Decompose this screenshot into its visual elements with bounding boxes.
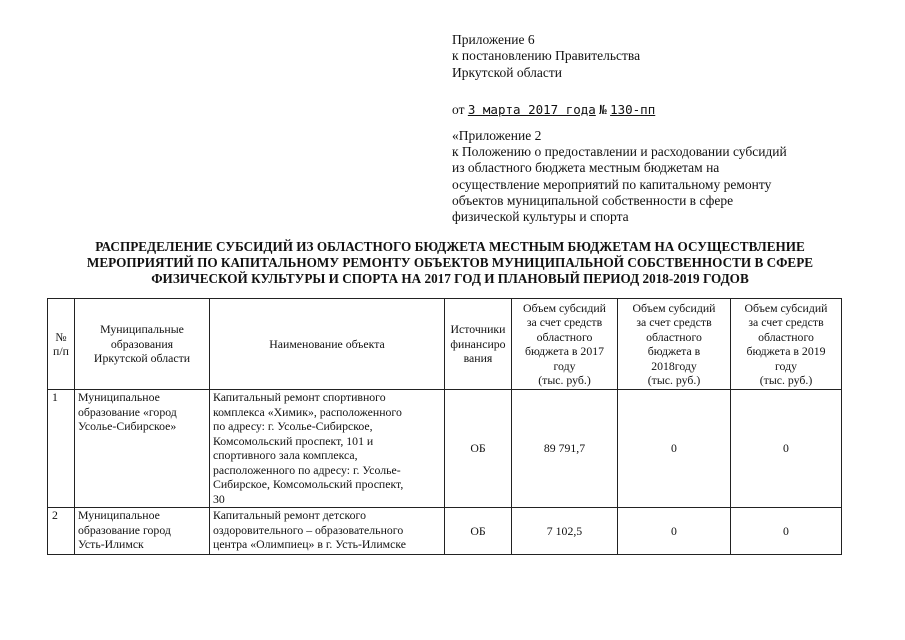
cell-line: Усолье-Сибирское» [78,419,177,433]
municipality-cell [75,390,210,508]
subsidy-2019-cell: 0 [731,508,842,555]
header-line: бюджета в 2017 [524,344,605,358]
header-line: финансиро [450,336,506,351]
header-2017 [512,299,618,390]
subsidy-2019-cell: 0 [731,390,842,508]
header-line: п/п [53,344,69,358]
header-line: Муниципальные [100,322,184,337]
table-row [48,390,842,508]
header-line: образования [110,336,174,351]
document-title [40,239,860,288]
cell-line: 30 [213,491,225,506]
header-object [210,299,445,390]
cell-line: образование «город [78,404,177,419]
subsidy-2017-cell: 7 102,5 [512,508,618,555]
regulation-line: из областного бюджета местным бюджетам на [452,160,720,176]
header-line: (тыс. руб.) [538,373,591,387]
header-line: году [553,358,576,373]
table-row [48,508,842,555]
regulation-reference-block [452,128,852,225]
row-number: 2 [48,508,75,555]
header-line: за счет средств [636,315,712,329]
header-line: Объем субсидий [632,300,716,315]
header-line: за счет средств [526,315,603,329]
subsidy-distribution-table [47,298,842,555]
header-2019 [731,299,842,390]
appendix-line: Приложение 6 [452,32,535,47]
resolution-prefix: от [452,102,465,117]
subsidy-2017-cell: 89 791,7 [512,390,618,508]
municipality-cell [75,508,210,555]
header-line: Источники [450,322,506,337]
title-line: МЕРОПРИЯТИЙ ПО КАПИТАЛЬНОМУ РЕМОНТУ ОБЪЕКТОВ МУНИЦИПАЛЬНОЙ СОБСТВЕННОСТИ В СФЕРЕ [86,255,814,271]
title-line: РАСПРЕДЕЛЕНИЕ СУБСИДИЙ ИЗ ОБЛАСТНОГО БЮДЖЕТА МЕСТНЫМ БЮДЖЕТАМ НА ОСУЩЕСТВЛЕНИЕ [95,239,805,254]
regulation-line: объектов муниципальной собственности в сфере [452,192,734,208]
regulation-line: «Приложение 2 [452,128,542,143]
header-line: (тыс. руб.) [647,373,701,387]
header-line: бюджета в 2019 [746,344,826,358]
regulation-line: к Положению о предоставлении и расходовании субсидий [452,144,787,160]
header-line: Иркутской области [93,351,191,366]
subsidy-2018-cell: 0 [618,390,731,508]
cell-line: Муниципальное [78,508,160,522]
cell-line: образование город [78,522,171,537]
header-line: Наименование объекта [269,336,385,351]
cell-line: Сибирское, Комсомольский проспект, [213,477,404,491]
header-line: № [55,329,67,344]
header-municipality [75,299,210,390]
appendix-line: Иркутской области [452,64,563,80]
cell-line: комплекса «Химик», расположенного [213,404,402,419]
cell-line: Комсомольский проспект, 101 и [213,433,374,448]
resolution-date: 3 марта 2017 года [467,102,596,117]
header-line: вания [463,351,493,366]
resolution-number-sign: № [599,102,607,117]
header-line: году [774,358,797,373]
cell-line: оздоровительного – образовательного [213,522,404,537]
subsidy-2018-cell: 0 [618,508,731,555]
cell-line: расположенного по адресу: г. Усолье- [213,462,401,477]
cell-line: Усть-Илимск [78,537,144,551]
header-line: за счет средств [748,315,824,329]
header-line: областного [758,329,814,344]
cell-line: центра «Олимпиец» в г. Усть-Илимске [213,537,407,551]
header-line: областного [536,329,593,344]
cell-line: Муниципальное [78,390,160,404]
header-source [445,299,512,390]
header-line: 2018году [651,358,697,373]
source-cell: ОБ [445,390,512,508]
cell-line: по адресу: г. Усолье-Сибирское, [213,419,373,433]
header-2018 [618,299,731,390]
cell-line: Капитальный ремонт спортивного [213,390,386,404]
header-line: бюджета в [647,344,701,358]
object-cell [210,390,445,508]
resolution-number: 130-пп [610,102,656,117]
cell-line: Капитальный ремонт детского [213,508,366,522]
header-line: Объем субсидий [744,300,828,315]
header-line: Объем субсидий [523,300,606,315]
source-cell: ОБ [445,508,512,555]
object-cell [210,508,445,555]
table-header-row [48,299,842,390]
row-number: 1 [48,390,75,508]
header-num [48,299,75,390]
regulation-line: осуществление мероприятий по капитальному ремонту [452,176,772,192]
header-line: (тыс. руб.) [759,373,813,387]
title-line: ФИЗИЧЕСКОЙ КУЛЬТУРЫ И СПОРТА НА 2017 ГОД И ПЛАНОВЫЙ ПЕРИОД 2018-2019 ГОДОВ [151,271,749,287]
resolution-date-line [452,102,655,118]
regulation-line: физической культуры и спорта [452,209,629,225]
appendix-line: к постановлению Правительства [452,48,641,64]
header-line: областного [646,329,702,344]
cell-line: спортивного зала комплекса, [213,448,358,462]
appendix-block [452,32,852,81]
